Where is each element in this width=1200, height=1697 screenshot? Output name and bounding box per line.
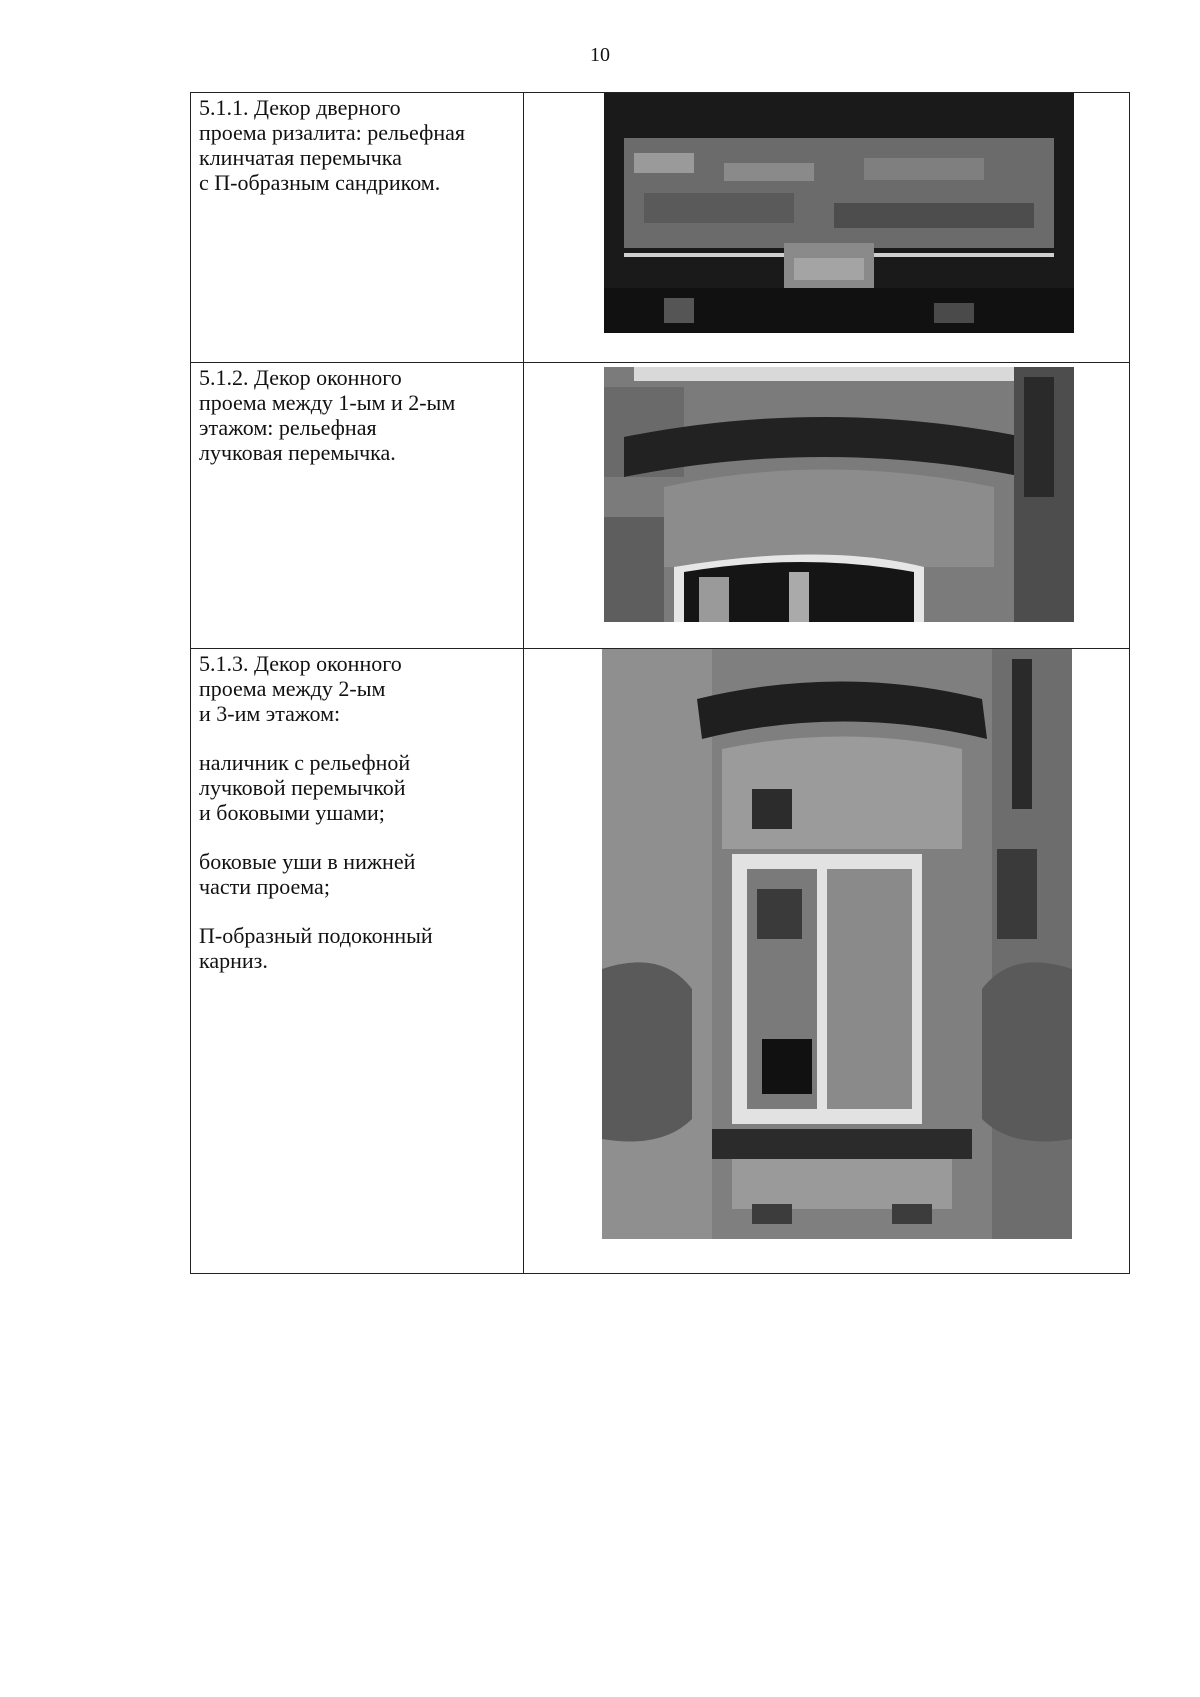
item-5-1-3-sill-cornice-description: П-образный подоконный карниз. bbox=[199, 923, 433, 973]
photo-cell bbox=[524, 363, 1130, 649]
item-5-1-3-platband-description: наличник с рельефной лучковой перемычкой и боковыми ушами; bbox=[199, 750, 411, 825]
photo-cell bbox=[524, 649, 1130, 1274]
table-row bbox=[191, 363, 1130, 649]
decor-table bbox=[190, 92, 1130, 1274]
table-row bbox=[191, 649, 1130, 1274]
description-cell bbox=[191, 649, 524, 1274]
table-row bbox=[191, 93, 1130, 363]
item-5-1-3-description: 5.1.3. Декор оконного проема между 2-ым и 3-им этажом: bbox=[199, 651, 402, 726]
item-5-1-1-description: 5.1.1. Декор дверного проема ризалита: рельефная клинчатая перемычка с П-образным сандриком. bbox=[199, 95, 465, 195]
door-decor-photo bbox=[604, 93, 1074, 333]
page-number: 10 bbox=[590, 44, 610, 66]
item-5-1-3-side-ears-description: боковые уши в нижней части проема; bbox=[199, 849, 416, 899]
description-cell bbox=[191, 363, 524, 649]
item-5-1-2-description: 5.1.2. Декор оконного проема между 1-ым и 2-ым этажом: рельефная лучковая перемычка. bbox=[199, 365, 456, 465]
photo-cell bbox=[524, 93, 1130, 363]
window-lintel-photo bbox=[604, 367, 1074, 622]
description-cell bbox=[191, 93, 524, 363]
window-platband-photo bbox=[602, 649, 1072, 1239]
